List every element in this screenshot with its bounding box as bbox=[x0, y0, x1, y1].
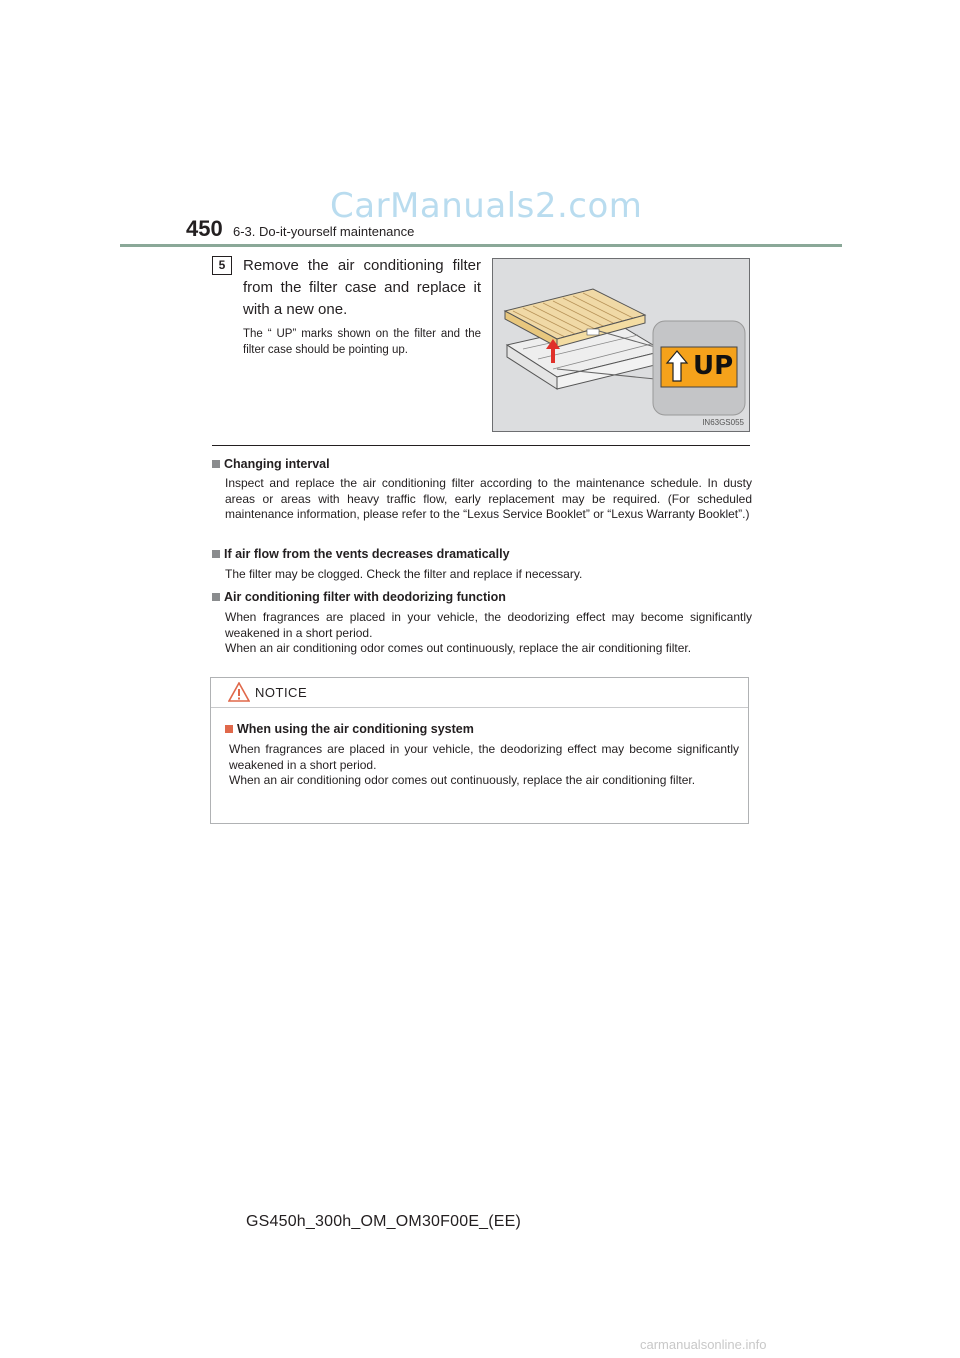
page-number: 450 bbox=[186, 216, 223, 241]
section-title: 6-3. Do-it-yourself maintenance bbox=[233, 224, 415, 239]
section-divider bbox=[212, 445, 750, 446]
figure-code: IN63GS055 bbox=[702, 418, 744, 427]
bullet-square-icon bbox=[212, 460, 220, 468]
notice-heading bbox=[225, 722, 474, 736]
header-rule bbox=[120, 244, 842, 247]
filter-drawing bbox=[493, 259, 749, 431]
step-instruction: Remove the air conditioning filter from the filter case and replace it with a new one. bbox=[243, 257, 481, 318]
notice-body bbox=[229, 742, 739, 789]
watermark-carmanuals2: CarManuals2.com bbox=[330, 186, 643, 226]
note-body: When fragrances are placed in your vehicle, the deodorizing effect may become significantly weakened in a short period. bbox=[225, 610, 752, 640]
note-heading: Changing interval bbox=[224, 457, 330, 471]
notice-box bbox=[210, 677, 749, 824]
notice-heading-text: When using the air conditioning system bbox=[237, 722, 474, 736]
note-body: The filter may be clogged. Check the filter and replace if necessary. bbox=[225, 567, 583, 581]
notice-body-line: When an air conditioning odor comes out continuously, replace the air conditioning filter. bbox=[229, 773, 696, 787]
watermark-carmanualsonline: carmanualsonline.info bbox=[640, 1337, 767, 1352]
notice-label: NOTICE bbox=[255, 685, 308, 700]
note-heading: If air flow from the vents decreases dramatically bbox=[224, 547, 510, 561]
note-body: When an air conditioning odor comes out continuously, replace the air conditioning filter. bbox=[225, 641, 692, 655]
bullet-square-icon bbox=[212, 550, 220, 558]
filter-illustration bbox=[492, 258, 750, 432]
notice-body-line: When fragrances are placed in your vehicle, the deodorizing effect may become significantly weakened in a short period. bbox=[229, 742, 739, 772]
bullet-square-icon bbox=[212, 593, 220, 601]
notice-header bbox=[211, 678, 748, 708]
up-label: UP bbox=[693, 351, 734, 381]
note-air-flow bbox=[212, 546, 752, 583]
warning-triangle-icon bbox=[228, 682, 250, 702]
note-changing-interval bbox=[212, 456, 752, 523]
bullet-square-icon bbox=[225, 725, 233, 733]
footer-model-code: GS450h_300h_OM_OM30F00E_(EE) bbox=[246, 1213, 522, 1230]
note-body: Inspect and replace the air conditioning filter according to the maintenance schedule. In dusty areas or areas with heavy traffic flow, early replacement may be required. (For scheduled maintenance information, please refer to the “Lexus Service Booklet” or “Lexus Warranty Booklet”.) bbox=[225, 476, 752, 521]
step-note: The “ UP” marks shown on the filter and the filter case should be pointing up. bbox=[243, 328, 481, 356]
note-deodorizing bbox=[212, 589, 752, 657]
note-heading: Air conditioning filter with deodorizing function bbox=[224, 590, 506, 604]
step-number-box: 5 bbox=[212, 256, 232, 275]
